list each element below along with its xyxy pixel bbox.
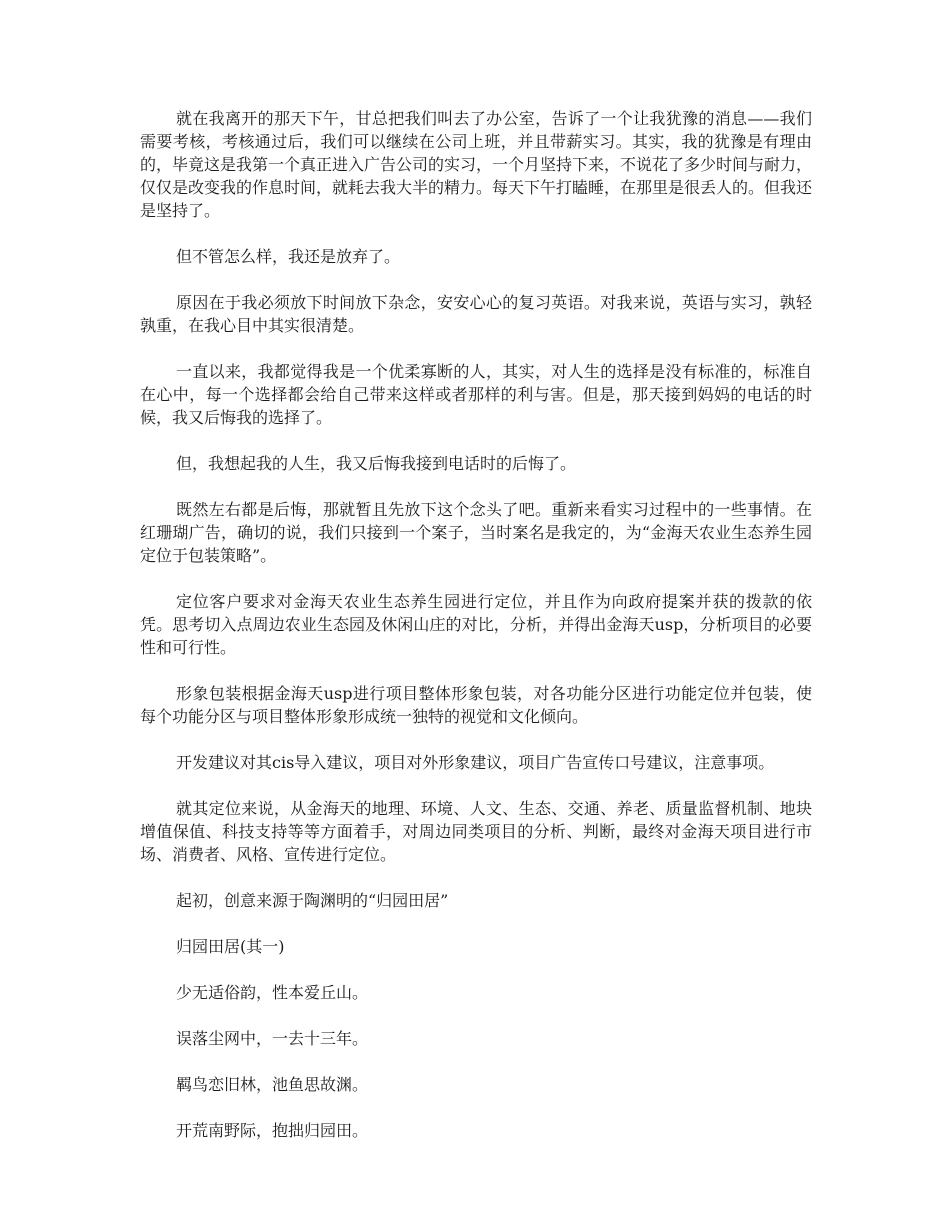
poem-line-2: 误落尘网中，一去十三年。 <box>176 1029 369 1048</box>
paragraph-6: 既然左右都是后悔，那就暂且先放下这个念头了吧。重新来看实习过程中的一些事情。在红珊瑚广告，确切的说，我们只接到一个案子，当时案名是我定的，为“金海天农业生态养生园定位于包装策略”。 <box>140 500 812 565</box>
paragraph-7: 定位客户要求对金海天农业生态养生园进行定位，并且作为向政府提案并获的拨款的依凭。思考切入点周边农业生态园及休闲山庄的对比，分析，并得出金海天usp，分析项目的必要性和可行性。 <box>140 592 812 657</box>
poem-line-1: 少无适俗韵，性本爱丘山。 <box>176 983 369 1002</box>
poem-line-3: 羁鸟恋旧林，池鱼思故渊。 <box>176 1075 369 1094</box>
poem-title: 归园田居(其一) <box>176 937 285 956</box>
paragraph-5: 但，我想起我的人生，我又后悔我接到电话时的后悔了。 <box>176 454 577 473</box>
paragraph-9: 开发建议对其cis导入建议，项目对外形象建议，项目广告宣传口号建议，注意事项。 <box>176 753 775 772</box>
paragraph-10: 就其定位来说，从金海天的地理、环境、人文、生态、交通、养老、质量监督机制、地块增值保值、科技支持等等方面着手，对周边同类项目的分析、判断，最终对金海天项目进行市场、消费者、风格、宣传进行定位。 <box>140 799 812 864</box>
document-body <box>140 107 812 1165</box>
paragraph-1: 就在我离开的那天下午，甘总把我们叫去了办公室，告诉了一个让我犹豫的消息——我们需要考核，考核通过后，我们可以继续在公司上班，并且带薪实习。其实，我的犹豫是有理由的，毕竟这是我第一个真正进入广告公司的实习，一个月坚持下来，不说花了多少时间与耐力，仅仅是改变我的作息时间，就耗去我大半的精力。每天下午打瞌睡，在那里是很丢人的。但我还是坚持了。 <box>140 109 813 220</box>
paragraph-11: 起初，创意来源于陶渊明的“归园田居” <box>176 891 449 910</box>
paragraph-3: 原因在于我必须放下时间放下杂念，安安心心的复习英语。对我来说，英语与实习，孰轻孰重，在我心目中其实很清楚。 <box>140 293 812 335</box>
paragraph-2: 但不管怎么样，我还是放弃了。 <box>176 247 401 266</box>
paragraph-8: 形象包装根据金海天usp进行项目整体形象包装，对各功能分区进行功能定位并包装，使每个功能分区与项目整体形象形成统一独特的视觉和文化倾向。 <box>140 684 812 726</box>
paragraph-4: 一直以来，我都觉得我是一个优柔寡断的人，其实，对人生的选择是没有标准的，标准自在心中，每一个选择都会给自己带来这样或者那样的利与害。但是，那天接到妈妈的电话的时候，我又后悔我的选择了。 <box>140 362 812 427</box>
poem-line-4: 开荒南野际，抱拙归园田。 <box>176 1121 369 1140</box>
